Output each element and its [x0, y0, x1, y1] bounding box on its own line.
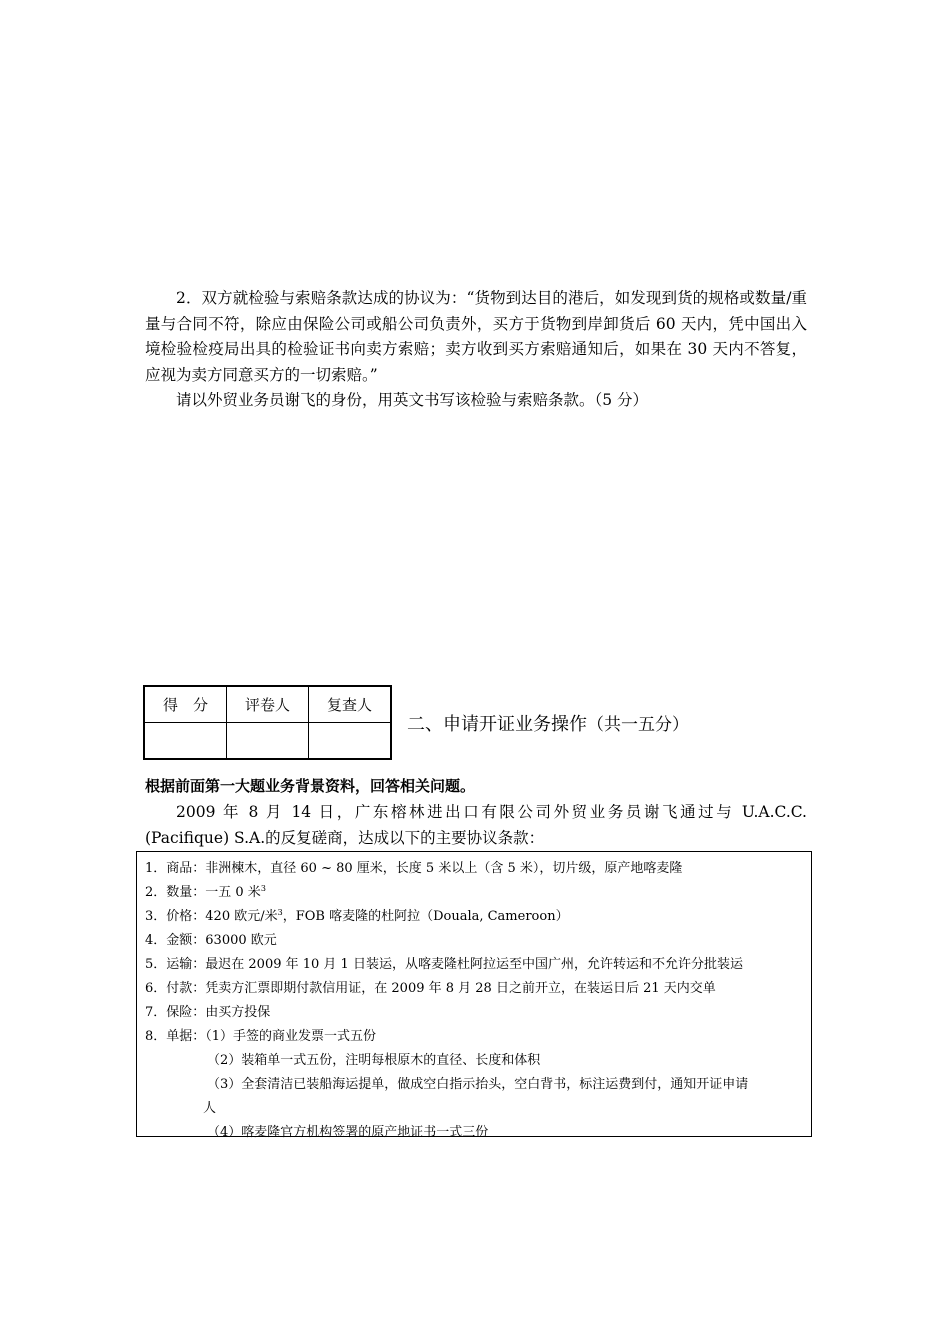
score-header: 得 分	[144, 686, 227, 723]
cubic-superscript: 3	[260, 884, 266, 893]
background-note: 根据前面第一大题业务背景资料，回答相关问题。	[145, 777, 476, 795]
intro-line-1: 2009 年 8 月 14 日，广东榕林进出口有限公司外贸业务员谢飞通过与 U.A.C.C.	[176, 803, 807, 821]
section-points: （共一五分）	[587, 715, 689, 735]
term-documents-3-wrap: 人	[203, 1101, 217, 1116]
term-payment: 6．付款：凭卖方汇票即期付款信用证，在 2009 年 8 月 28 日之前开立，在装运日后 21 天内交单	[145, 981, 716, 996]
grader-header: 评卷人	[227, 686, 309, 723]
question-2	[145, 286, 807, 414]
term-insurance: 7．保险：由买方投保	[145, 1005, 271, 1020]
term-documents-2: （2）装箱单一式五份，注明每根原木的直径、长度和体积	[207, 1053, 541, 1068]
term-commodity: 1．商品：非洲楝木，直径 60 ~ 80 厘米，长度 5 米以上（含 5 米），切片级，原产地喀麦隆	[145, 861, 683, 876]
score-cell[interactable]	[144, 723, 227, 760]
term-quantity-text: 2．数量：一五 0 米	[145, 885, 261, 900]
term-price	[145, 905, 569, 924]
agreement-terms-box	[136, 851, 812, 1140]
section-title-text: 二、申请开证业务操作	[407, 714, 587, 735]
reviewer-cell[interactable]	[309, 723, 392, 760]
question-2-agreement-text: 2．双方就检验与索赔条款达成的协议为：“货物到达目的港后，如发现到货的规格或数量/重量与合同不符，除应由保险公司或船公司负责外，买方于货物到岸卸货后 60 天内，凭中国出入境检验检疫局出具的检验证书向卖方索赔；卖方收到买方索赔通知后，如果在 30 天内不答复，应视为卖方同意买方的一切索赔。”	[145, 289, 807, 384]
intro-paragraph	[145, 799, 807, 851]
term-documents-4: （4）喀麦隆官方机构签署的原产地证书一式三份	[207, 1125, 489, 1140]
term-shipment: 5．运输：最迟在 2009 年 10 月 1 日装运，从喀麦隆杜阿拉运至中国广州，允许转运和不允许分批装运	[145, 957, 743, 972]
cubic-superscript: 3	[277, 908, 283, 917]
term-documents-3: （3）全套清洁已装船海运提单，做成空白指示抬头，空白背书，标注运费到付，通知开证申请	[207, 1077, 749, 1092]
term-amount: 4．金额：63000 欧元	[145, 933, 277, 948]
section-title	[407, 710, 689, 736]
term-price-fob: ，FOB 喀麦隆的杜阿拉（Douala, Cameroon）	[282, 909, 569, 924]
term-price-text: 3．价格：420 欧元/米	[145, 909, 278, 924]
question-2-instruction: 请以外贸业务员谢飞的身份，用英文书写该检验与索赔条款。（5 分）	[176, 391, 649, 409]
score-table	[143, 685, 392, 760]
grader-cell[interactable]	[227, 723, 309, 760]
intro-line-2: (Pacifique) S.A.的反复磋商，达成以下的主要协议条款：	[145, 829, 545, 847]
term-quantity	[145, 881, 266, 900]
term-documents: 8．单据：（1）手签的商业发票一式五份	[145, 1029, 377, 1044]
reviewer-header: 复查人	[309, 686, 392, 723]
